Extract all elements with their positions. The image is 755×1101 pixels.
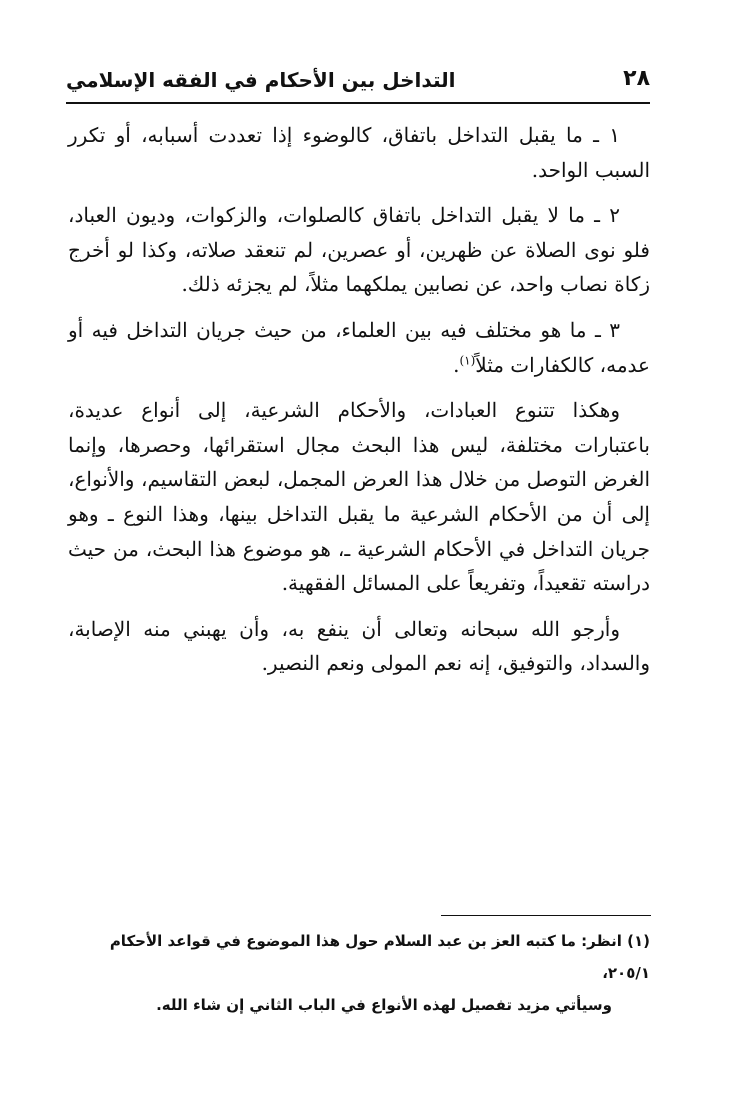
paragraph-3-end: . — [453, 352, 460, 377]
paragraph-4: وهكذا تتنوع العبادات، والأحكام الشرعية، إلى أنواع عديدة، باعتبارات مختلفة، ليس هذا البحث مجال استقرائها، وحصرها، وإنما الغرض التوصل من خلال هذا العرض المجمل، لبعض التقاسيم، والأنواع، إلى أن من الأحكام الشرعية ما يقبل التداخل بينها، وهذا النوع ـ وهو جريان التداخل في الأحكام الشرعية ـ، هو موضوع هذا البحث، من حيث دراسته تقعيداً، وتفريعاً على المسائل الفقهية. — [68, 398, 650, 596]
page-header — [66, 60, 650, 104]
running-title: التداخل بين الأحكام في الفقه الإسلامي — [66, 68, 456, 92]
footnote-1-continuation: وسيأتي مزيد تفصيل لهذه الأنواع في الباب الثاني إن شاء الله. — [156, 996, 612, 1014]
paragraph-1: ١ ـ ما يقبل التداخل باتفاق، كالوضوء إذا تعددت أسبابه، أو تكرر السبب الواحد. — [68, 123, 650, 182]
paragraph-2: ٢ ـ ما لا يقبل التداخل باتفاق كالصلوات، والزكوات، وديون العباد، فلو نوى الصلاة عن ظهرين، أو عصرين، لم تنعقد صلاته، وكذا لو أخرج زكاة نصاب واحد، عن نصابين يملكهما مثلاً، لم يجزئه ذلك. — [68, 203, 650, 297]
footnote-divider — [441, 915, 651, 916]
paragraph-3-text: ٣ ـ ما هو مختلف فيه بين العلماء، من حيث جريان التداخل فيه أو عدمه، كالكفارات مثلاً — [68, 317, 650, 377]
footnotes — [70, 925, 650, 1021]
paragraph-3 — [68, 313, 650, 382]
main-text — [68, 118, 650, 692]
footnote-reference: (١) — [459, 352, 476, 367]
page-number: ٢٨ — [623, 66, 650, 91]
paragraph-5: وأرجو الله سبحانه وتعالى أن ينفع به، وأن يهبني منه الإصابة، والسداد، والتوفيق، إنه نعم المولى ونعم النصير. — [68, 616, 650, 676]
footnote-1: (١) انظر: ما كتبه العز بن عبد السلام حول هذا الموضوع في قواعد الأحكام ٢٠٥/١، — [109, 932, 650, 982]
